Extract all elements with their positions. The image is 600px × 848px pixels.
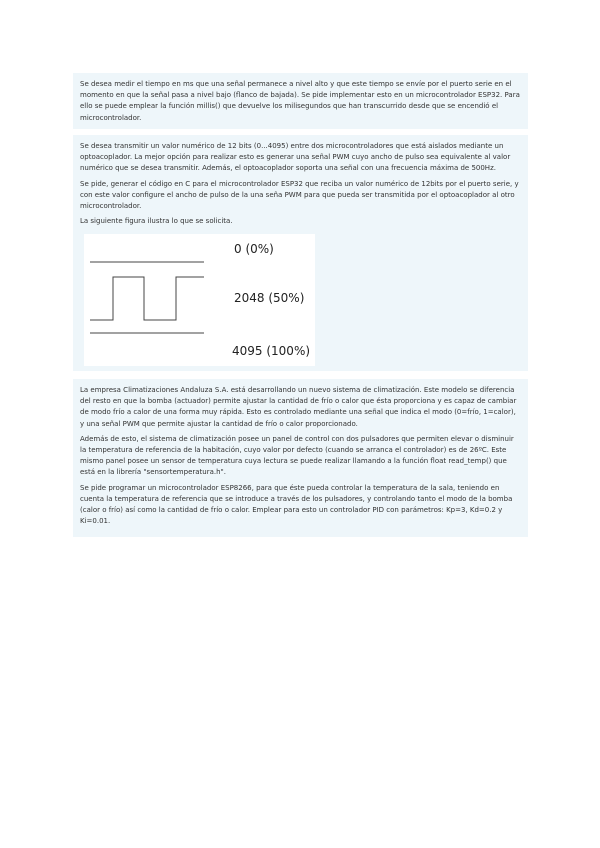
- block2-paragraph-2: Se pide, generar el código en C para el microcontrolador ESP32 que reciba un valor numérico de 12bits por el puerto serie, y con este valor configure el ancho de pulso de la una seña PWM para que pueda ser transmitida por el optoacoplador al otro microcontrolador.: [80, 179, 519, 211]
- block3-paragraph-2: Además de esto, el sistema de climatización posee un panel de control con dos pulsadores que permiten elevar o disminuir la temperatura de referencia de la habitación, cuyo valor por defecto (cuando se arranca el controlador) es de 26ºC. Este mismo panel posee un sensor de temperatura cuya lectura se puede realizar llamando a la función float read_temp() que está en la librería "sensortemperatura.h".: [80, 434, 514, 477]
- pwm-figure: [84, 234, 315, 366]
- block2-paragraph-3: La siguiente figura ilustra lo que se solicita.: [80, 217, 233, 226]
- block3-paragraph-1: La empresa Climatizaciones Andaluza S.A. está desarrollando un nuevo sistema de climatización. Este modelo se diferencia del resto en que la bomba (actuador) permite ajustar la cantidad de frío o calor que ésta proporciona y es capaz de cambiar de modo frío a calor de una forma muy rápida. Esto es controlado mediante una señal que indica el modo (0=frío, 1=calor), y una señal PWM que permite ajustar la cantidad de frío o calor proporcionado.: [80, 386, 517, 428]
- label-0-percent: 0 (0%): [234, 242, 274, 256]
- block1-paragraph-1: Se desea medir el tiempo en ms que una señal permanece a nivel alto y que este tiempo se envíe por el puerto serie en el momento en que la señal pasa a nivel bajo (flanco de bajada). Se pide implementar esto en un microcontrolador ESP32. Para ello se puede emplear la función millis() que devuelve los milisegundos que han transcurrido desde que se encendió el microcontrolador.: [80, 80, 520, 122]
- question-block-3: [73, 379, 528, 537]
- block2-paragraph-1: Se desea transmitir un valor numérico de 12 bits (0...4095) entre dos microcontroladores que está aislados mediante un optoacoplador. La mejor opción para realizar esto es generar una señal PWM cuyo ancho de pulso sea equivalente al valor numérico que se desea transmitir. Además, el optoacoplador soporta una señal con una frecuencia máxima de 500Hz.: [80, 142, 511, 173]
- question-block-1: [73, 73, 528, 129]
- signal-2048-waveform: [90, 277, 204, 320]
- label-2048-percent: 2048 (50%): [234, 291, 305, 305]
- block3-paragraph-3: Se pide programar un microcontrolador ESP8266, para que éste pueda controlar la temperatura de la sala, teniendo en cuenta la temperatura de referencia que se introduce a través de los pulsadores, y controlando tanto el modo de la bomba (calor o frío) así como la cantidad de frío o calor. Emplear para esto un controlador PID con parámetros: Kp=3, Kd=0.2 y Ki=0.01.: [80, 483, 513, 526]
- label-4095-percent: 4095 (100%): [232, 344, 311, 358]
